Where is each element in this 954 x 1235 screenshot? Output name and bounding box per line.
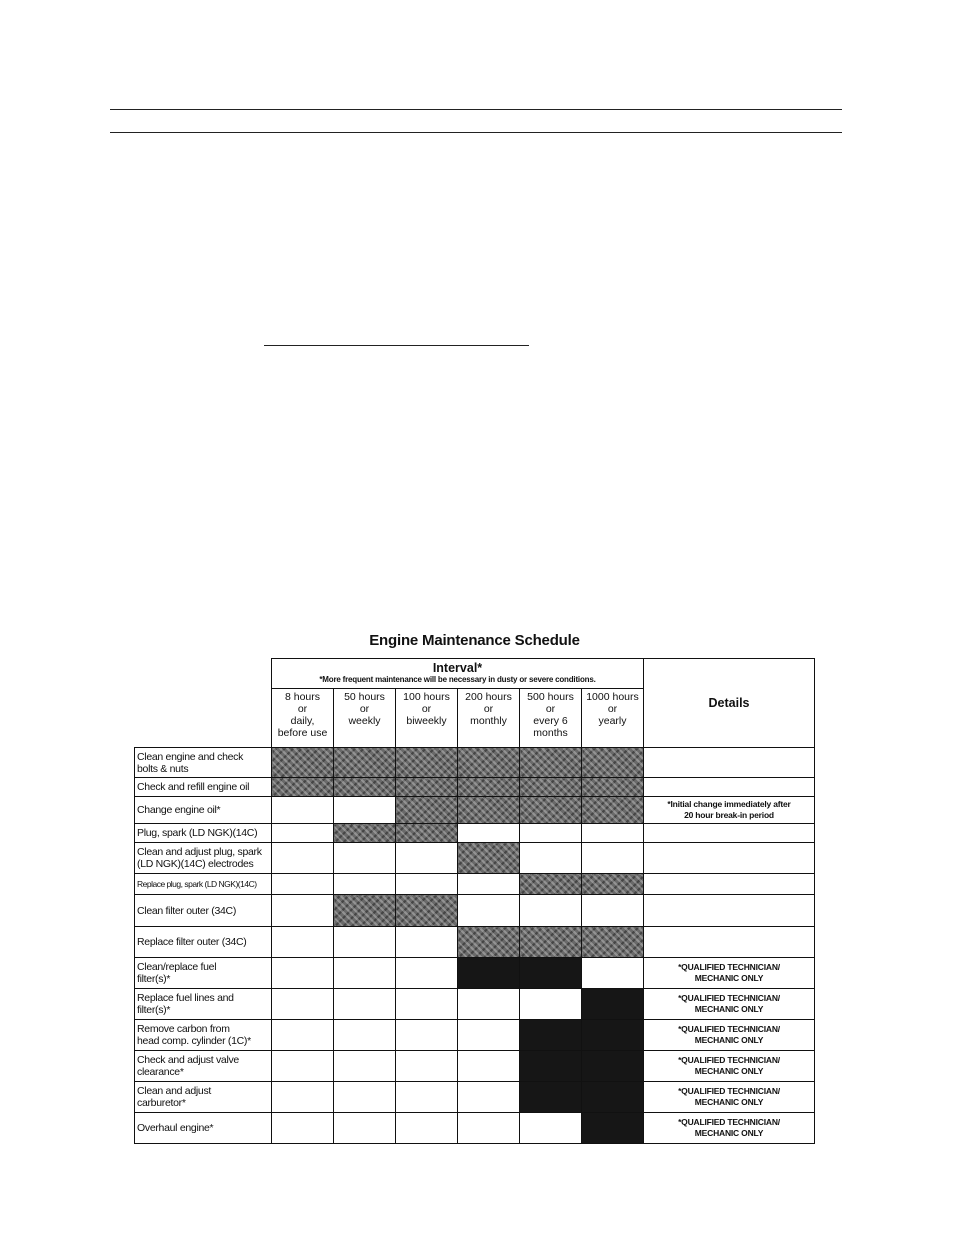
header-rule-bottom	[110, 132, 842, 133]
details-cell	[644, 958, 815, 989]
schedule-title: Engine Maintenance Schedule	[369, 632, 580, 649]
details-cell	[644, 824, 815, 843]
interval-cell-marked	[334, 824, 396, 843]
corner-cell	[135, 689, 272, 748]
table-row	[135, 1113, 815, 1144]
interval-column-text: or	[359, 703, 370, 715]
details-text: *QUALIFIED TECHNICIAN/	[678, 1117, 780, 1127]
interval-column-text: daily,	[290, 715, 315, 727]
interval-cell-marked	[582, 797, 644, 824]
interval-cell-empty	[520, 843, 582, 874]
details-text: *QUALIFIED TECHNICIAN/	[678, 1055, 780, 1065]
interval-column-text: months	[533, 727, 568, 739]
interval-cell-marked	[520, 874, 582, 895]
details-cell	[644, 989, 815, 1020]
task-text: Clean and adjust plug, spark	[137, 846, 262, 858]
interval-cell-empty	[396, 1051, 458, 1082]
interval-column-header	[582, 689, 644, 748]
task-cell	[135, 1020, 272, 1051]
interval-cell-marked	[272, 778, 334, 797]
task-cell	[135, 927, 272, 958]
interval-cell-empty	[334, 1020, 396, 1051]
section-underline	[264, 345, 529, 346]
task-text: filter(s)*	[137, 1004, 171, 1016]
interval-cell-empty	[396, 843, 458, 874]
interval-cell-empty	[334, 927, 396, 958]
interval-cell-marked	[396, 797, 458, 824]
interval-cell-marked	[396, 748, 458, 778]
details-text: MECHANIC ONLY	[694, 1035, 764, 1045]
interval-cell-marked	[520, 1082, 582, 1113]
task-text: clearance*	[137, 1066, 184, 1078]
interval-column-text: or	[421, 703, 432, 715]
interval-column-text: yearly	[598, 715, 627, 727]
interval-cell-empty	[272, 895, 334, 927]
interval-cell-marked	[520, 927, 582, 958]
interval-column-text: 100 hours	[403, 691, 450, 703]
task-cell	[135, 1082, 272, 1113]
task-cell	[135, 797, 272, 824]
details-cell	[644, 797, 815, 824]
task-cell	[135, 989, 272, 1020]
header-rule-top	[110, 109, 842, 110]
interval-cell-empty	[582, 824, 644, 843]
interval-column-text: before use	[277, 727, 328, 739]
interval-cell-empty	[396, 989, 458, 1020]
table-row	[135, 1051, 815, 1082]
task-cell	[135, 874, 272, 895]
task-text: Replace filter outer (34C)	[137, 936, 247, 948]
interval-cell-empty	[334, 1051, 396, 1082]
interval-cell-empty	[272, 1113, 334, 1144]
interval-cell-marked	[520, 958, 582, 989]
details-text: MECHANIC ONLY	[694, 1066, 764, 1076]
table-row	[135, 1082, 815, 1113]
task-cell	[135, 1051, 272, 1082]
interval-cell-marked	[334, 748, 396, 778]
details-text: *QUALIFIED TECHNICIAN/	[678, 1086, 780, 1096]
task-text: carburetor*	[137, 1097, 186, 1109]
interval-cell-empty	[458, 989, 520, 1020]
interval-note: *More frequent maintenance will be necessary in dusty or severe conditions.	[319, 674, 596, 684]
task-text: bolts & nuts	[137, 762, 189, 775]
details-cell	[644, 1051, 815, 1082]
details-text: MECHANIC ONLY	[694, 1097, 764, 1107]
task-text: Change engine oil*	[137, 804, 221, 816]
table-row	[135, 797, 815, 824]
task-cell	[135, 895, 272, 927]
interval-cell-marked	[334, 895, 396, 927]
interval-cell-marked	[458, 958, 520, 989]
interval-cell-empty	[272, 1051, 334, 1082]
interval-column-text: biweekly	[406, 715, 447, 727]
interval-column-text: or	[297, 703, 308, 715]
task-text: (LD NGK)(14C) electrodes	[137, 858, 254, 870]
task-text: Overhaul engine*	[137, 1122, 214, 1134]
interval-cell-empty	[458, 1051, 520, 1082]
interval-column-text: 200 hours	[465, 691, 512, 703]
interval-cell-empty	[334, 1113, 396, 1144]
table-row	[135, 874, 815, 895]
interval-column-header	[334, 689, 396, 748]
details-text: *QUALIFIED TECHNICIAN/	[678, 993, 780, 1003]
interval-cell-empty	[272, 843, 334, 874]
table-row	[135, 989, 815, 1020]
interval-cell-empty	[396, 1113, 458, 1144]
interval-cell-empty	[334, 958, 396, 989]
interval-cell-empty	[272, 927, 334, 958]
details-text: 20 hour break-in period	[684, 810, 774, 820]
details-text: MECHANIC ONLY	[694, 1004, 764, 1014]
interval-cell-empty	[458, 1113, 520, 1144]
interval-cell-empty	[334, 989, 396, 1020]
interval-cell-marked	[520, 778, 582, 797]
task-cell	[135, 824, 272, 843]
interval-column-header	[272, 689, 334, 748]
interval-cell-empty	[272, 989, 334, 1020]
interval-cell-empty	[334, 797, 396, 824]
task-cell	[135, 843, 272, 874]
interval-cell-marked	[520, 1020, 582, 1051]
interval-column-text: 8 hours	[284, 691, 321, 703]
interval-cell-marked	[458, 843, 520, 874]
interval-cell-marked	[582, 778, 644, 797]
interval-cell-marked	[458, 778, 520, 797]
details-text: *Initial change immediately after	[667, 799, 791, 809]
interval-cell-empty	[458, 1020, 520, 1051]
interval-cell-empty	[458, 895, 520, 927]
details-cell	[644, 895, 815, 927]
task-text: Clean/replace fuel	[137, 961, 217, 973]
interval-column-text: 500 hours	[527, 691, 574, 703]
interval-column-header	[458, 689, 520, 748]
table-row	[135, 778, 815, 797]
corner-cell	[135, 659, 272, 689]
interval-cell-empty	[396, 958, 458, 989]
table-row	[135, 843, 815, 874]
interval-cell-empty	[520, 1113, 582, 1144]
interval-cell-marked	[582, 927, 644, 958]
interval-cell-marked	[458, 927, 520, 958]
task-text: Replace fuel lines and	[137, 992, 234, 1004]
interval-column-text: or	[607, 703, 618, 715]
details-text: MECHANIC ONLY	[694, 973, 764, 983]
interval-cell-empty	[458, 824, 520, 843]
interval-cell-empty	[520, 895, 582, 927]
task-cell	[135, 1113, 272, 1144]
interval-cell-marked	[520, 797, 582, 824]
interval-cell-marked	[458, 748, 520, 778]
interval-cell-marked	[582, 1051, 644, 1082]
task-cell	[135, 958, 272, 989]
details-cell	[644, 778, 815, 797]
interval-cell-marked	[396, 824, 458, 843]
interval-cell-empty	[334, 843, 396, 874]
table-row	[135, 895, 815, 927]
interval-cell-empty	[582, 958, 644, 989]
task-text: Clean engine and check	[137, 750, 244, 763]
interval-label: Interval*	[432, 660, 483, 675]
details-cell	[644, 927, 815, 958]
task-cell	[135, 778, 272, 797]
details-text: *QUALIFIED TECHNICIAN/	[678, 1024, 780, 1034]
maintenance-table	[134, 658, 815, 1144]
interval-cell-marked	[520, 748, 582, 778]
interval-cell-marked	[272, 748, 334, 778]
table-row	[135, 958, 815, 989]
task-cell	[135, 748, 272, 778]
interval-cell-empty	[396, 927, 458, 958]
interval-cell-marked	[582, 989, 644, 1020]
details-cell	[644, 748, 815, 778]
task-text: Check and adjust valve	[137, 1054, 239, 1066]
interval-cell-marked	[582, 1082, 644, 1113]
interval-cell-empty	[396, 874, 458, 895]
interval-cell-marked	[334, 778, 396, 797]
task-text: Clean filter outer (34C)	[137, 904, 237, 917]
interval-cell-empty	[520, 824, 582, 843]
interval-cell-empty	[272, 1082, 334, 1113]
table-row	[135, 748, 815, 778]
interval-column-text: every 6	[533, 715, 568, 727]
interval-cell-empty	[458, 1082, 520, 1113]
details-text: MECHANIC ONLY	[694, 1128, 764, 1138]
interval-cell-empty	[272, 797, 334, 824]
interval-column-text: 50 hours	[344, 691, 385, 703]
interval-cell-empty	[334, 1082, 396, 1113]
task-text: Check and refill engine oil	[137, 781, 250, 793]
interval-cell-empty	[458, 874, 520, 895]
details-cell	[644, 874, 815, 895]
interval-header	[272, 659, 644, 689]
interval-cell-marked	[458, 797, 520, 824]
interval-cell-empty	[272, 1020, 334, 1051]
interval-cell-empty	[396, 1082, 458, 1113]
interval-cell-empty	[272, 824, 334, 843]
interval-column-text: weekly	[348, 715, 381, 727]
interval-cell-marked	[582, 1020, 644, 1051]
details-header: Details	[644, 659, 815, 748]
interval-cell-marked	[582, 874, 644, 895]
interval-cell-marked	[396, 895, 458, 927]
task-text: head comp. cylinder (1C)*	[137, 1035, 251, 1047]
interval-cell-empty	[272, 958, 334, 989]
details-text: *QUALIFIED TECHNICIAN/	[678, 962, 780, 972]
task-text: filter(s)*	[137, 973, 171, 985]
interval-column-text: 1000 hours	[586, 691, 639, 703]
table-row	[135, 824, 815, 843]
table-row	[135, 1020, 815, 1051]
interval-cell-marked	[582, 748, 644, 778]
task-text: Replace plug, spark (LD NGK)(14C)	[137, 879, 257, 889]
interval-cell-empty	[396, 1020, 458, 1051]
task-text: Plug, spark (LD NGK)(14C)	[137, 827, 258, 839]
interval-cell-empty	[582, 895, 644, 927]
details-cell	[644, 1020, 815, 1051]
interval-cell-marked	[396, 778, 458, 797]
details-cell	[644, 1082, 815, 1113]
task-text: Remove carbon from	[137, 1023, 230, 1035]
interval-column-header	[396, 689, 458, 748]
details-cell	[644, 843, 815, 874]
interval-cell-empty	[582, 843, 644, 874]
interval-cell-empty	[272, 874, 334, 895]
table-row	[135, 927, 815, 958]
interval-column-text: or	[483, 703, 494, 715]
task-text: Clean and adjust	[137, 1085, 212, 1097]
details-cell	[644, 1113, 815, 1144]
interval-column-header	[520, 689, 582, 748]
interval-cell-empty	[334, 874, 396, 895]
interval-cell-marked	[582, 1113, 644, 1144]
interval-column-text: monthly	[470, 715, 507, 727]
interval-cell-empty	[520, 989, 582, 1020]
interval-column-text: or	[545, 703, 556, 715]
interval-cell-marked	[520, 1051, 582, 1082]
